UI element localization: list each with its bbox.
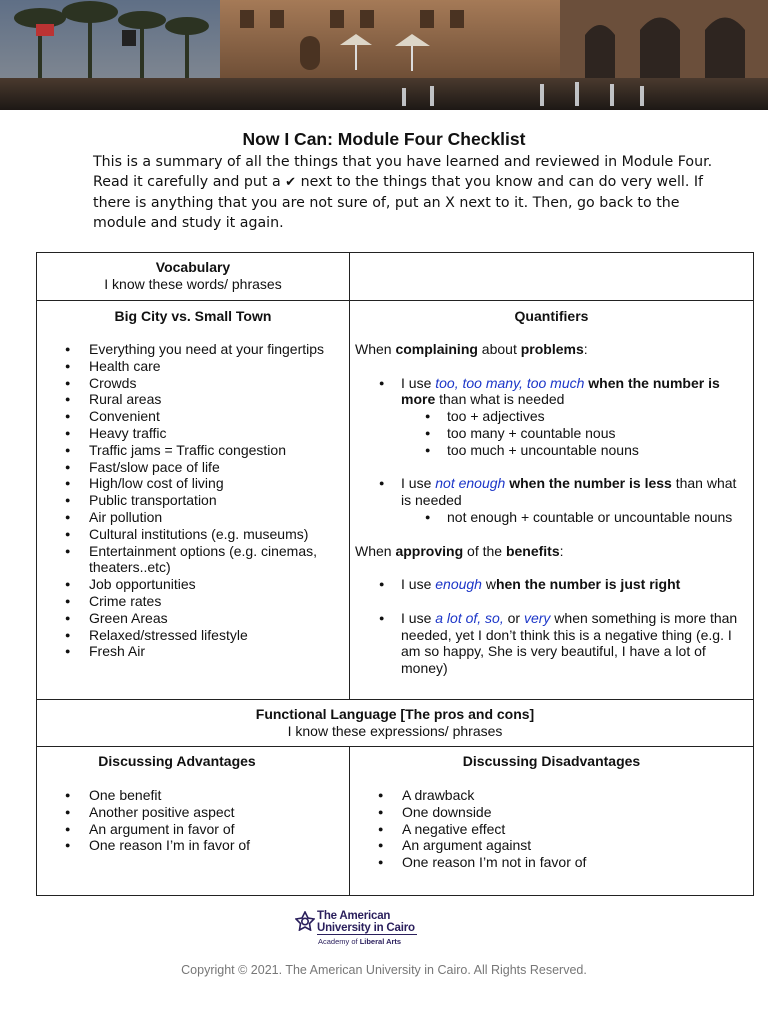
- advantages-list: [37, 787, 343, 854]
- intro-paragraph: [93, 152, 733, 233]
- list-item: ● An argument against: [350, 837, 750, 854]
- enough-rule: ● I use enough when the number is just right: [355, 576, 749, 593]
- list-item: ● Entertainment options (e.g. cinemas, theaters..etc): [37, 543, 343, 577]
- list-item: ● Relaxed/stressed lifestyle: [37, 627, 343, 644]
- functional-language-header: [37, 706, 753, 740]
- logo-line1: The American: [317, 910, 391, 922]
- checklist-table: [36, 252, 754, 896]
- vocabulary-header: [37, 259, 349, 293]
- list-item: ● Traffic jams = Traffic congestion: [37, 442, 343, 459]
- page-title: Now I Can: Module Four Checklist: [242, 129, 526, 149]
- copyright-notice: Copyright © 2021. The American University in Cairo. All Rights Reserved.: [181, 963, 587, 977]
- advantages-heading: Discussing Advantages: [98, 753, 256, 769]
- list-item: ● One reason I’m in favor of: [37, 837, 343, 854]
- logo-line2: University in Cairo: [317, 922, 415, 934]
- functional-subheading: I know these expressions/ phrases: [287, 723, 503, 739]
- list-item: ● A drawback: [350, 787, 750, 804]
- vocabulary-heading: Vocabulary: [155, 259, 231, 275]
- list-item: ● High/low cost of living: [37, 475, 343, 492]
- list-item: ● Crime rates: [37, 593, 343, 610]
- list-item: ● One benefit: [37, 787, 343, 804]
- row-divider: [37, 699, 753, 700]
- list-item: ● Heavy traffic: [37, 425, 343, 442]
- list-item: ● Health care: [37, 358, 343, 375]
- not-enough-rule: ● I use not enough when the number is less than what is needed: [355, 475, 749, 509]
- list-item: ● One reason I’m not in favor of: [350, 854, 750, 871]
- intro-text-part2: next to the things that you know and can do very well. If there is anything that you are not sure of, put an X next to it. Then, go back to the module and study it again.: [93, 174, 704, 231]
- disadvantages-list: [350, 787, 750, 871]
- list-item: ● Public transportation: [37, 492, 343, 509]
- row-divider: [37, 300, 753, 301]
- auc-emblem-icon: [295, 911, 315, 931]
- list-item: ● not enough + countable or uncountable nouns: [355, 509, 749, 526]
- list-item: ● Everything you need at your fingertips: [37, 341, 343, 358]
- list-item: ● Fresh Air: [37, 643, 343, 660]
- list-item: ● Convenient: [37, 408, 343, 425]
- list-item: ● too many + countable nous: [355, 425, 749, 442]
- grammar-topic-title: Quantifiers: [514, 308, 589, 324]
- list-item: ● Fast/slow pace of life: [37, 459, 343, 476]
- check-mark-icon: ✔: [285, 175, 297, 190]
- vocabulary-list: [37, 341, 343, 660]
- list-item: ● Another positive aspect: [37, 804, 343, 821]
- functional-heading: Functional Language [The pros and cons]: [255, 706, 535, 722]
- too-rules-list: [355, 408, 749, 458]
- list-item: ● Air pollution: [37, 509, 343, 526]
- approving-intro: When approving of the benefits:: [355, 542, 564, 559]
- auc-logo: [295, 908, 425, 948]
- a-lot-rule: ● I use a lot of, so, or very when something is more than needed, yet I don’t think this is a negative thing (e.g. I am so happy, She is very beautiful, I have a lot of money): [355, 610, 749, 677]
- intro-text-part1: This is a summary of all the things that you have learned and reviewed in Module Four. Read it carefully and put a: [93, 154, 713, 190]
- list-item: ● Crowds: [37, 375, 343, 392]
- vocabulary-subheading: I know these words/ phrases: [104, 276, 282, 292]
- list-item: ● too much + uncountable nouns: [355, 442, 749, 459]
- grammar-content: [355, 341, 749, 677]
- list-item: ● Cultural institutions (e.g. museums): [37, 526, 343, 543]
- list-item: ● Green Areas: [37, 610, 343, 627]
- list-item: ● One downside: [350, 804, 750, 821]
- logo-subtitle: Academy of Liberal Arts: [318, 937, 402, 946]
- complaining-intro: When complaining about problems:: [355, 341, 588, 357]
- list-item: ● Rural areas: [37, 391, 343, 408]
- logo-divider: [317, 934, 417, 935]
- list-item: ● A negative effect: [350, 821, 750, 838]
- logo-wordmark: [317, 910, 415, 934]
- disadvantages-heading: Discussing Disadvantages: [462, 753, 641, 769]
- too-rule: ● I use too, too many, too much when the number is more than what is needed: [355, 375, 749, 409]
- not-enough-rules-list: [355, 509, 749, 526]
- list-item: ● An argument in favor of: [37, 821, 343, 838]
- row-divider: [37, 746, 753, 747]
- list-item: ● Job opportunities: [37, 576, 343, 593]
- vocab-topic-title: Big City vs. Small Town: [114, 308, 272, 324]
- header-campus-photo: [0, 0, 768, 110]
- list-item: ● too + adjectives: [355, 408, 749, 425]
